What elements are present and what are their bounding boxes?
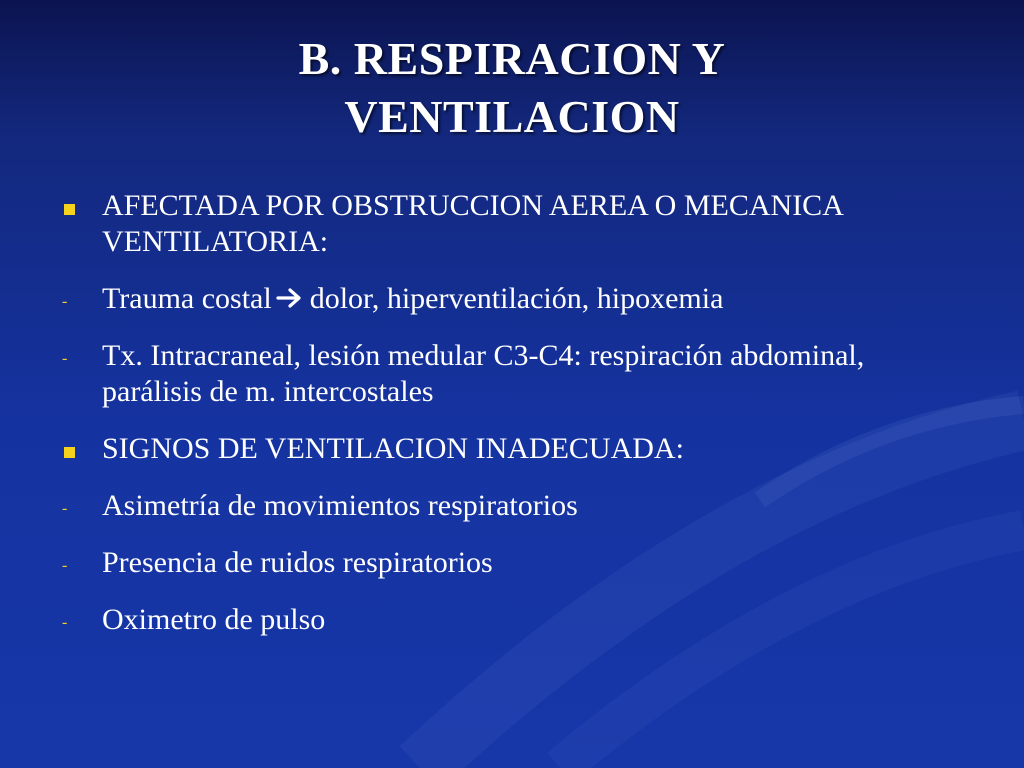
list-item-oximetro	[58, 602, 958, 638]
list-item-text: SIGNOS DE VENTILACION INADECUADA:	[102, 432, 684, 465]
right-arrow-icon	[276, 287, 304, 309]
list-item-asimetria	[58, 488, 958, 524]
list-item-ruidos	[58, 545, 958, 581]
list-item-text: Presencia de ruidos respiratorios	[102, 546, 493, 579]
list-item-trauma-costal	[58, 281, 958, 317]
slide-title-line-1: B. RESPIRACION Y	[298, 33, 726, 84]
dash-bullet-icon: -	[62, 500, 68, 517]
bullet-list	[58, 188, 958, 659]
list-item-afectada	[58, 188, 958, 260]
dash-bullet-icon: -	[62, 557, 68, 574]
list-item-text: Tx. Intracraneal, lesión medular C3-C4: respiración abdominal, parálisis de m. intercostales	[102, 339, 865, 408]
square-bullet-icon	[64, 204, 75, 215]
list-item-text-before: Trauma costal	[102, 282, 272, 315]
list-item-signos	[58, 431, 958, 467]
list-item-text: AFECTADA POR OBSTRUCCION AEREA O MECANICA VENTILATORIA:	[102, 189, 843, 258]
list-item-text-after: dolor, hiperventilación, hipoxemia	[309, 282, 724, 315]
list-item-text: Oximetro de pulso	[102, 603, 326, 636]
slide-title-line-2: VENTILACION	[344, 91, 680, 142]
slide-title	[0, 30, 1024, 146]
list-item-text: Asimetría de movimientos respiratorios	[102, 489, 578, 522]
dash-bullet-icon: -	[62, 293, 68, 310]
square-bullet-icon	[64, 447, 75, 458]
list-item-tx-intracraneal	[58, 338, 958, 410]
dash-bullet-icon: -	[62, 350, 68, 367]
dash-bullet-icon: -	[62, 614, 68, 631]
